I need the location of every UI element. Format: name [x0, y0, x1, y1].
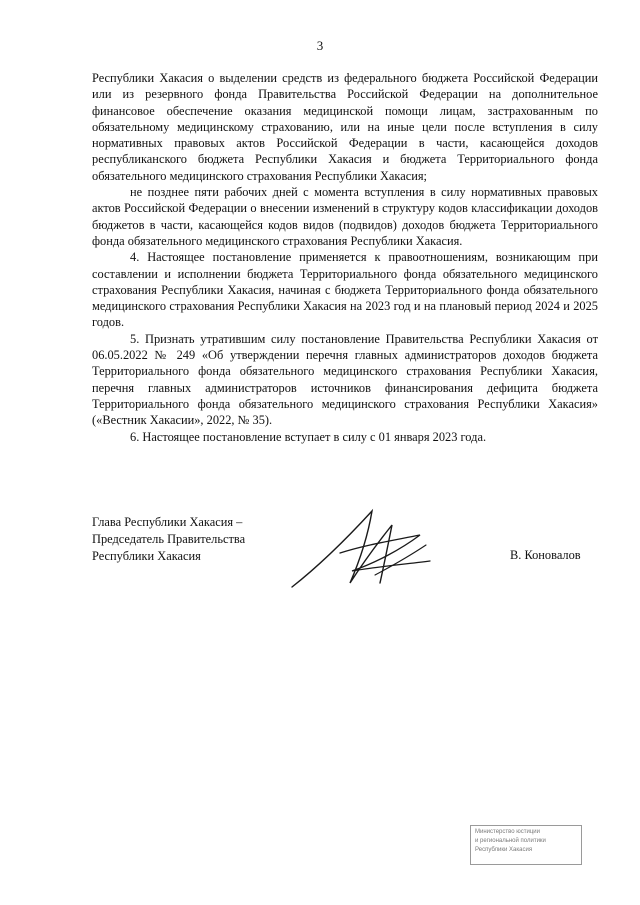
signatory-title-line: Глава Республики Хакасия –	[92, 515, 243, 529]
stamp-line: Министерство юстиции	[475, 829, 540, 835]
paragraph-continuation: Республики Хакасия о выделении средств из федерального бюджета Российской Федерации или из резервного фонда Правительства Российской Федерации на дополнительное финансовое обеспечение оказания медицинской помощи лицам, застрахованным по обязательному медицинскому страхованию, или на иные цели после вступления в силу нормативных правовых актов Российской Федерации в части, касающейся доходов республиканского бюджета Республики Хакасия и бюджета Территориального фонда обязательного медицинского страхования Республики Хакасия;	[92, 71, 598, 183]
page-number: 3	[316, 38, 324, 53]
signatory-name: В. Коновалов	[510, 548, 581, 562]
registration-stamp	[470, 825, 582, 865]
paragraph-item-6: 6. Настоящее постановление вступает в силу с 01 января 2023 года.	[130, 429, 487, 444]
stamp-line: и региональной политики	[475, 838, 546, 844]
paragraph-deadline: не позднее пяти рабочих дней с момента вступления в силу нормативных правовых актов Российской Федерации о внесении изменений в структуру кодов классификации доходов бюджетов в части, касающейся кодов видов (подвидов) доходов бюджета Территориального фонда обязательного медицинского страхования Республики Хакасия.	[92, 185, 598, 248]
paragraph-item-4: 4. Настоящее постановление применяется к правоотношениям, возникающим при составлении и исполнении бюджета Территориального фонда обязательного медицинского страхования Республики Хакасия, начиная с бюджета Территориального фонда обязательного медицинского страхования Республики Хакасия на 2023 год и на плановый период 2024 и 2025 годов.	[92, 250, 598, 330]
document-body	[92, 70, 598, 445]
paragraph-item-5: 5. Признать утратившим силу постановление Правительства Республики Хакасия от 06.05.2022 № 249 «Об утверждении перечня главных администраторов доходов бюджета Территориального фонда обязательного медицинского страхования Республики Хакасия, перечня главных администраторов источников финансирования дефицита бюджета Территориального фонда обязательного медицинского страхования Республики Хакасия» («Вестник Хакасии», 2022, № 35).	[92, 331, 598, 428]
signatory-title-line: Республики Хакасия	[92, 549, 201, 563]
signatory-title-line: Председатель Правительства	[92, 532, 246, 546]
signatory-title	[92, 514, 245, 565]
handwritten-signature	[280, 505, 450, 595]
stamp-line: Республики Хакасия	[475, 847, 533, 853]
